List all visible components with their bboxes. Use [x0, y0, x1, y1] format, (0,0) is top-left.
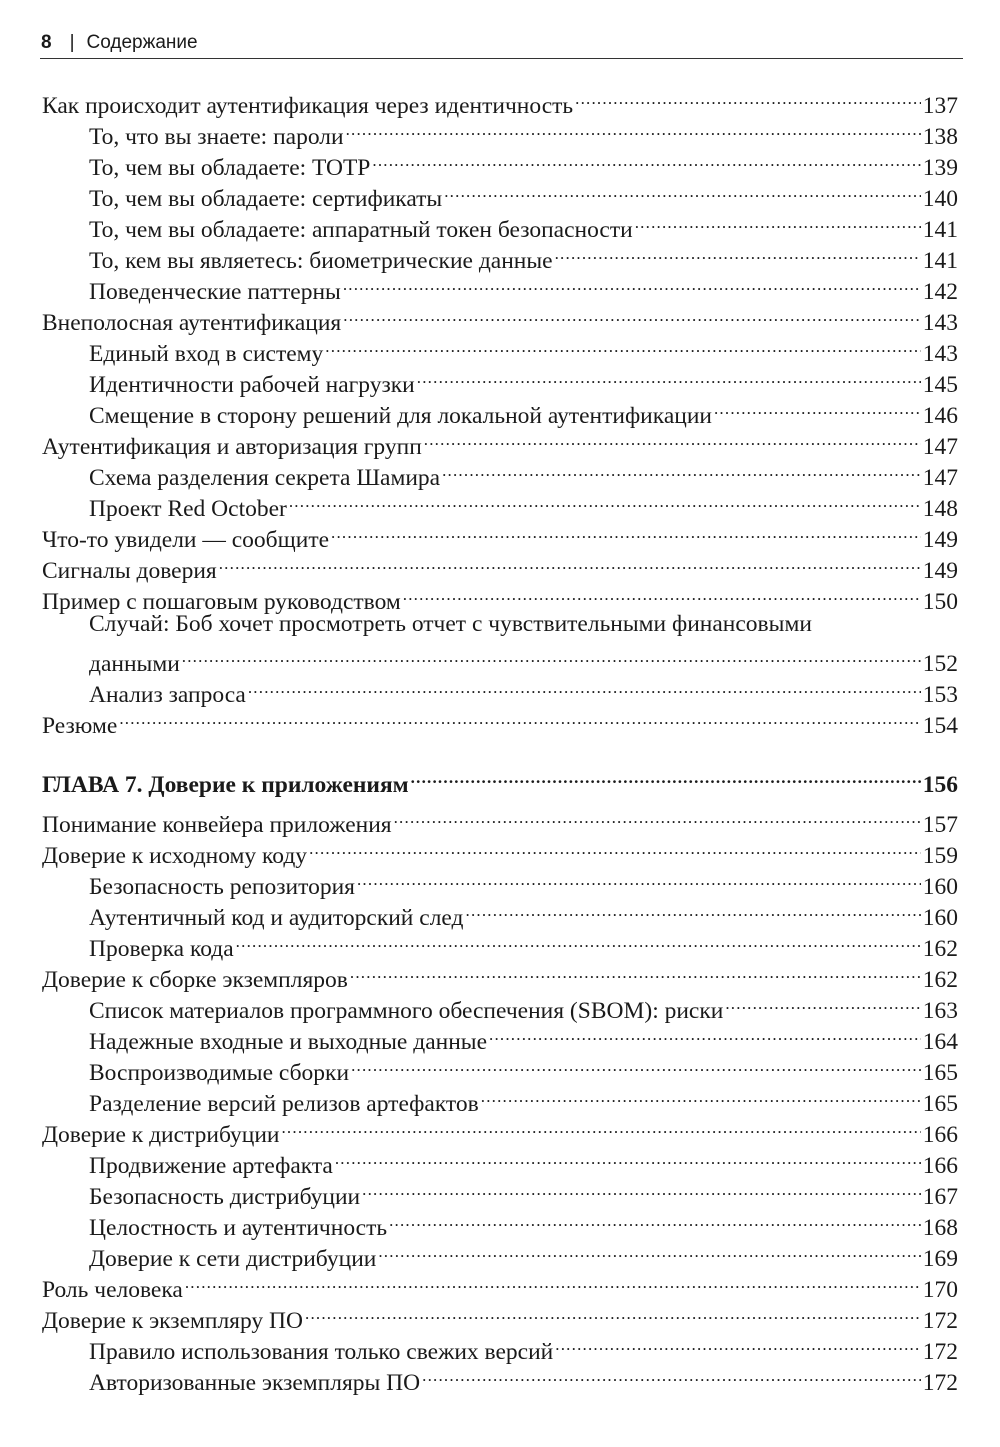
toc-entry-case-line1[interactable]: Случай: Боб хочет просмотреть отчет с чувствительными финансовыми [89, 611, 812, 637]
leader-dots [281, 1111, 920, 1142]
toc-entry-page: 162 [922, 967, 958, 993]
toc-entry-title: Продвижение артефакта [89, 1153, 333, 1179]
chapter-page: 156 [922, 772, 958, 798]
toc-entry-page: 149 [922, 527, 958, 553]
leader-dots [335, 1142, 921, 1173]
leader-dots [289, 485, 921, 516]
toc-entry-page: 143 [922, 310, 958, 336]
leader-dots [372, 144, 920, 175]
section-title: Содержание [86, 32, 198, 53]
leader-dots [575, 82, 921, 113]
leader-dots [182, 640, 921, 671]
toc-entry-page: 153 [922, 682, 958, 708]
toc-entry-page: 147 [922, 465, 958, 491]
toc-entry-page: 159 [922, 843, 958, 869]
toc-entry-title: Доверие к исходному коду [42, 843, 308, 869]
toc-entry[interactable] [42, 82, 958, 119]
leader-dots [343, 268, 921, 299]
leader-dots [411, 761, 921, 792]
toc-entry-title: То, чем вы обладаете: сертификаты [89, 186, 443, 212]
toc-entry-title: То, кем вы являетесь: биометрические данные [89, 248, 553, 274]
toc-entry-page: 160 [922, 905, 958, 931]
toc-entry-title: Что-то увидели — сообщите [42, 527, 330, 553]
toc-entry-title: Надежные входные и выходные данные [89, 1029, 487, 1055]
leader-dots [417, 361, 921, 392]
toc-entry-page: 162 [922, 936, 958, 962]
header-separator: | [69, 32, 75, 53]
toc-entry-title: Пример с пошаговым руководством [42, 589, 401, 615]
toc-entry-page: 166 [922, 1122, 958, 1148]
toc-entry-title: Разделение версий релизов артефактов [89, 1091, 479, 1117]
toc-entry-page: 170 [922, 1277, 958, 1303]
leader-dots [357, 863, 921, 894]
toc-entry-title: Единый вход в систему [89, 341, 324, 367]
toc-entry-page: 165 [922, 1091, 958, 1117]
toc-entry-page: 168 [922, 1215, 958, 1241]
toc-entry-title: Безопасность репозитория [89, 874, 355, 900]
leader-dots [351, 1049, 921, 1080]
leader-dots [236, 925, 921, 956]
toc-entry-title: То, что вы знаете: пароли [89, 124, 344, 150]
toc-entry-page: 150 [922, 589, 958, 615]
toc-entry-page: 160 [922, 874, 958, 900]
leader-dots [555, 1328, 920, 1359]
toc-entry-title: Авторизованные экземпляры ПО [89, 1370, 421, 1396]
toc-entry-title: Доверие к дистрибуции [42, 1122, 280, 1148]
leader-dots [424, 423, 921, 454]
table-of-contents [42, 82, 958, 1396]
toc-entry-page: 141 [922, 248, 958, 274]
toc-entry-page: 172 [922, 1308, 958, 1334]
toc-entry-page: 166 [922, 1153, 958, 1179]
toc-entry-page: 148 [922, 496, 958, 522]
leader-dots [714, 392, 921, 423]
toc-entry-title: Резюме [42, 713, 118, 739]
leader-dots [444, 175, 921, 206]
toc-entry-page: 147 [922, 434, 958, 460]
toc-entry-title: Целостность и аутентичность [89, 1215, 388, 1241]
toc-entry-title: Внеполосная аутентификация [42, 310, 342, 336]
leader-dots [403, 578, 921, 609]
toc-entry-title: данными [89, 651, 180, 677]
toc-entry-page: 140 [922, 186, 958, 212]
toc-entry-title: Поведенческие паттерны [89, 279, 341, 305]
toc-entry-title: Анализ запроса [89, 682, 246, 708]
toc-entry-title: Проект Red October [89, 496, 287, 522]
toc-entry-title: Сигналы доверия [42, 558, 217, 584]
leader-dots [343, 299, 921, 330]
toc-entry-title: Смещение в сторону решений для локальной аутентификации [89, 403, 712, 429]
leader-dots [309, 832, 921, 863]
leader-dots [325, 330, 920, 361]
toc-entry-title: Аутентичный код и аудиторский след [89, 905, 464, 931]
toc-entry-title: Правило использования только свежих версий [89, 1339, 554, 1365]
toc-entry-title: Проверка кода [89, 936, 234, 962]
leader-dots [481, 1080, 921, 1111]
toc-entry-title: Аутентификация и авторизация групп [42, 434, 422, 460]
toc-entry-page: 154 [922, 713, 958, 739]
toc-entry[interactable] [42, 640, 958, 677]
leader-dots [350, 956, 921, 987]
toc-entry-title: Схема разделения секрета Шамира [89, 465, 441, 491]
toc-entry-page: 145 [922, 372, 958, 398]
chapter-title: ГЛАВА 7. Доверие к приложениям [42, 772, 409, 798]
toc-entry-title: Воспроизводимые сборки [89, 1060, 350, 1086]
page-header [40, 30, 963, 59]
toc-entry-page: 164 [922, 1029, 958, 1055]
toc-entry-page: 152 [922, 651, 958, 677]
toc-entry[interactable] [42, 702, 958, 739]
toc-entry-title: Идентичности рабочей нагрузки [89, 372, 415, 398]
toc-entry[interactable] [42, 801, 958, 838]
leader-dots [555, 237, 921, 268]
leader-dots [394, 801, 921, 832]
leader-dots [346, 113, 921, 144]
toc-entry-title: Понимание конвейера приложения [42, 812, 392, 838]
toc-entry-page: 172 [922, 1370, 958, 1396]
toc-entry-page: 143 [922, 341, 958, 367]
toc-entry-page: 139 [922, 155, 958, 181]
toc-entry-page: 141 [922, 217, 958, 243]
leader-dots [219, 547, 921, 578]
toc-entry-page: 149 [922, 558, 958, 584]
leader-dots [489, 1018, 921, 1049]
chapter-heading[interactable] [42, 761, 958, 798]
toc-entry-page: 167 [922, 1184, 958, 1210]
leader-dots [185, 1266, 921, 1297]
toc-entry-page: 137 [922, 93, 958, 119]
leader-dots [466, 894, 921, 925]
toc-entry-title: Доверие к экземпляру ПО [42, 1308, 303, 1334]
leader-dots [362, 1173, 921, 1204]
toc-entry-title: То, чем вы обладаете: аппаратный токен безопасности [89, 217, 633, 243]
leader-dots [331, 516, 921, 547]
toc-entry-title: Роль человека [42, 1277, 183, 1303]
leader-dots [389, 1204, 921, 1235]
toc-entry-page: 163 [922, 998, 958, 1024]
leader-dots [248, 671, 921, 702]
toc-entry-page: 146 [922, 403, 958, 429]
leader-dots [442, 454, 921, 485]
toc-entry-page: 172 [922, 1339, 958, 1365]
leader-dots [422, 1359, 921, 1390]
toc-entry-title: То, чем вы обладаете: TOTP [89, 155, 371, 181]
toc-entry-title: Безопасность дистрибуции [89, 1184, 361, 1210]
toc-entry-title: Доверие к сборке экземпляров [42, 967, 348, 993]
leader-dots [635, 206, 921, 237]
leader-dots [119, 702, 920, 733]
leader-dots [378, 1235, 920, 1266]
toc-entry-page: 157 [922, 812, 958, 838]
toc-entry-page: 165 [922, 1060, 958, 1086]
leader-dots [725, 987, 920, 1018]
toc-entry-page: 142 [922, 279, 958, 305]
toc-entry-page: 169 [922, 1246, 958, 1272]
toc-entry-title: Список материалов программного обеспечения (SBOM): риски [89, 998, 724, 1024]
leader-dots [305, 1297, 921, 1328]
toc-entry-page: 138 [922, 124, 958, 150]
page-number: 8 [41, 32, 52, 53]
toc-entry-title: Как происходит аутентификация через идентичность [42, 93, 574, 119]
toc-entry-title: Доверие к сети дистрибуции [89, 1246, 377, 1272]
